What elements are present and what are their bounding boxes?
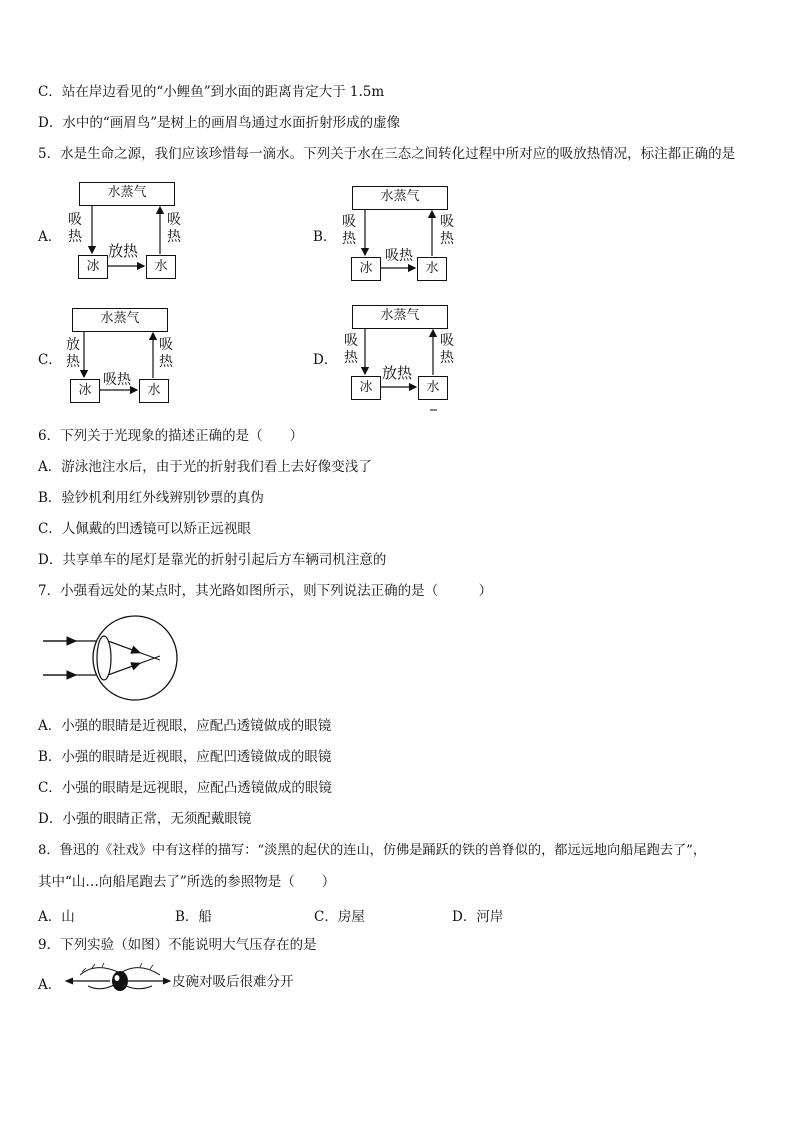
q8-stem-line2: 其中“山…向船尾跑去了”所选的参照物是（ ） — [38, 874, 336, 890]
bottom-arrow-label: 放热 — [382, 364, 413, 382]
q4-option-c: C．站在岸边看见的“小鲤鱼”到水面的距离肯定大于 1.5m — [38, 84, 385, 100]
vapor-box: 水蒸气 — [79, 182, 175, 206]
water-box: 水 — [417, 257, 447, 281]
q9-option-a-label: A． — [38, 977, 62, 993]
q5-option-c-label: C． — [38, 352, 62, 368]
q8-stem-line1: 8．鲁迅的《社戏》中有这样的描写：“淡黑的起伏的连山，仿佛是踊跃的铁的兽脊似的，都远远地向船尾跑去了”， — [38, 843, 707, 858]
right-arrow-label: 吸 热 — [440, 214, 454, 247]
water-box: 水 — [418, 376, 448, 400]
q6-option-c: C．人佩戴的凹透镜可以矫正远视眼 — [38, 521, 251, 537]
q5-stem: 5．水是生命之源，我们应该珍惜每一滴水。下列关于水在三态之间转化过程中所对应的吸放热情况，标注都正确的是 — [38, 146, 736, 162]
q8-option-b: B．船 — [175, 909, 212, 925]
right-arrow-label: 吸 热 — [167, 212, 181, 245]
q8-option-a: A．山 — [38, 909, 75, 925]
q7-option-b: B．小强的眼睛是近视眼，应配凹透镜做成的眼镜 — [38, 749, 332, 765]
q5-option-a-label: A． — [38, 229, 62, 245]
q5-option-b-label: B． — [313, 229, 337, 245]
q7-option-c: C．小强的眼睛是远视眼，应配凸透镜做成的眼镜 — [38, 780, 332, 796]
right-arrow-label: 吸 热 — [440, 333, 454, 366]
left-arrow-label: 吸 热 — [68, 212, 82, 245]
q9-option-a-text: 皮碗对吸后很难分开 — [172, 974, 294, 990]
q6-stem: 6．下列关于光现象的描述正确的是（ ） — [38, 428, 304, 444]
ice-box: 冰 — [351, 376, 381, 400]
bottom-arrow-label: 放热 — [108, 242, 139, 260]
q7-option-a: A．小强的眼睛是近视眼，应配凸透镜做成的眼镜 — [38, 718, 332, 734]
q4-option-d: D．水中的“画眉鸟”是树上的画眉鸟通过水面折射形成的虚像 — [38, 115, 401, 131]
q7-stem: 7．小强看远处的某点时，其光路如图所示，则下列说法正确的是（ ） — [38, 583, 493, 599]
q8-option-d: D．河岸 — [452, 909, 504, 925]
right-arrow-label: 吸 热 — [159, 337, 173, 370]
q7-option-d: D．小强的眼睛正常，无须配戴眼镜 — [38, 811, 252, 827]
q6-option-b: B．验钞机利用红外线辨别钞票的真伪 — [38, 490, 264, 506]
vapor-box: 水蒸气 — [72, 308, 168, 332]
q6-option-a: A．游泳池注水后，由于光的折射我们看上去好像变浅了 — [38, 459, 372, 475]
left-arrow-label: 放 热 — [66, 337, 80, 370]
q8-option-c: C．房屋 — [314, 909, 365, 925]
vapor-box: 水蒸气 — [352, 305, 448, 329]
water-box: 水 — [146, 255, 176, 279]
ice-box: 冰 — [70, 379, 100, 403]
left-arrow-label: 吸 热 — [342, 214, 356, 247]
ice-box: 冰 — [78, 255, 108, 279]
ice-box: 冰 — [351, 257, 381, 281]
vapor-box: 水蒸气 — [352, 186, 448, 210]
q5-option-d-label: D． — [313, 352, 338, 368]
water-box: 水 — [139, 379, 169, 403]
q6-option-d: D．共享单车的尾灯是靠光的折射引起后方车辆司机注意的 — [38, 552, 387, 568]
bottom-arrow-label: 吸热 — [103, 372, 131, 388]
left-arrow-label: 吸 热 — [344, 333, 358, 366]
q9-stem: 9．下列实验（如图）不能说明大气压存在的是 — [38, 937, 317, 953]
bottom-arrow-label: 吸热 — [385, 248, 413, 264]
